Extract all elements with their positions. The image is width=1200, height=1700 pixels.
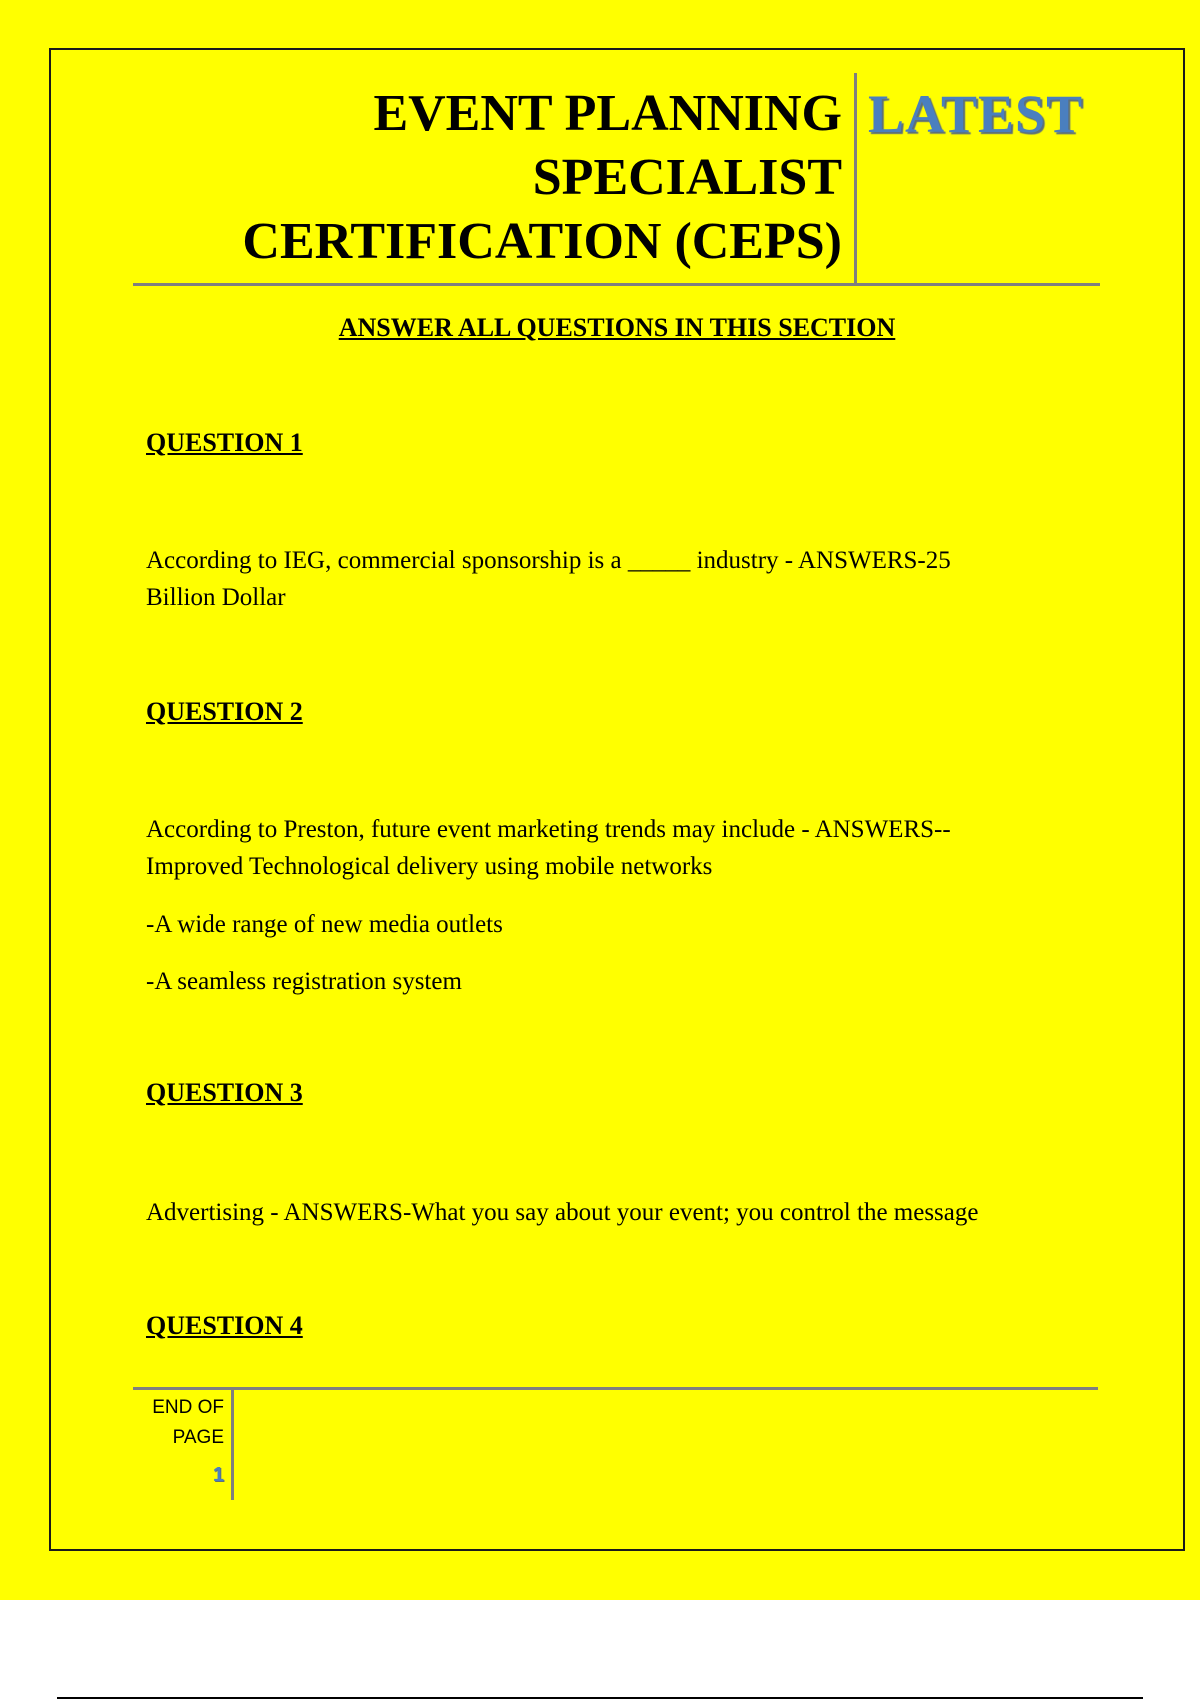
page-number: 1	[212, 1464, 224, 1486]
question-3-heading: QUESTION 3	[146, 1078, 303, 1107]
question-1-line-1: According to IEG, commercial sponsorship is a _____ industry - ANSWERS-25	[146, 547, 951, 574]
question-1-line-2: Billion Dollar	[146, 584, 286, 611]
title-line-3: CERTIFICATION (CEPS)	[242, 213, 842, 270]
question-1-text	[146, 542, 1096, 616]
section-instruction: ANSWER ALL QUESTIONS IN THIS SECTION	[338, 313, 896, 342]
end-of-page-line-1: END OF	[152, 1397, 224, 1418]
header-divider-horizontal	[133, 283, 1100, 286]
title-line-1: EVENT PLANNING	[373, 85, 842, 142]
latest-tag: LATEST	[868, 84, 1084, 144]
bottom-rule	[57, 1697, 1143, 1699]
end-of-page-label	[130, 1393, 224, 1453]
question-2-bullet-2: -A seamless registration system	[146, 968, 462, 995]
header-divider-vertical	[854, 73, 857, 283]
end-of-page-line-2: PAGE	[172, 1427, 224, 1448]
question-2-line-1: According to Preston, future event marketing trends may include - ANSWERS--	[146, 816, 951, 843]
question-1-heading: QUESTION 1	[146, 428, 303, 457]
question-2-line-2: Improved Technological delivery using mobile networks	[146, 853, 713, 880]
footer-divider-horizontal	[133, 1387, 1098, 1390]
question-2-bullet-1: -A wide range of new media outlets	[146, 911, 503, 938]
question-3-text: Advertising - ANSWERS-What you say about your event; you control the message	[146, 1199, 979, 1226]
document-title	[130, 82, 842, 274]
question-4-heading: QUESTION 4	[146, 1311, 303, 1340]
footer-divider-vertical	[231, 1390, 234, 1500]
question-2-heading: QUESTION 2	[146, 697, 303, 726]
question-2-text	[146, 811, 1096, 885]
title-line-2: SPECIALIST	[532, 149, 842, 206]
